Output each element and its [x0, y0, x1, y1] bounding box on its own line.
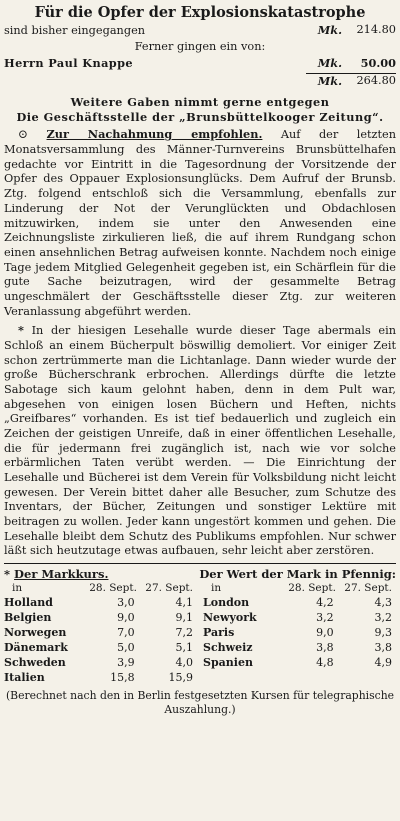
rate-27-sept: 5,1 [175, 640, 193, 654]
rates-left-column [4, 582, 197, 686]
received-row [4, 23, 396, 40]
rate-28-sept: 7,0 [117, 625, 135, 639]
article-title: Zur Nachahmung empfohlen. [46, 127, 263, 142]
donor-row [4, 56, 396, 73]
markkurs-footnote: (Berechnet nach den in Berlin festgesetzten Kursen für telegraphische Auszahlung.) [5, 688, 395, 716]
rate-row [4, 656, 197, 671]
donor-amount: 50.00 [360, 56, 396, 71]
country-name: Italien [4, 670, 45, 684]
article-body: In der hiesigen Lesehalle wurde dieser Tage abermals ein Schloß an einem Bücherpult böswillig demoliert. Vor einiger Zeit schon zertrümmerte man die Lichtanlage. Dann wieder wurde der große Bücherschrank erbrochen. Allerdings dürfte die letzte Sabotage sich kaum gelohnt haben, denn in dem Pult war, abgesehen von einigen losen Büchern und Heften, nichts „Greifbares“ vorhanden. Es ist tief bedauerlich und zugleich ein Zeichen der geistigen Unreife, daß in einer öffentlichen Lesehalle, die für jedermann frei zugänglich ist, nach wie vor solche erbärmlichen Taten verübt werden. — Die Einrichtung der Lesehalle und Bücherei ist dem Verein für Volksbildung nicht leicht gewesen. Der Verein bittet daher alle Besucher, zum Schutze des Inventars, der Bücher, Zeitungen und sonstiger Lektüre mit beitragen zu wollen. Jeder kann ungestört kommen und gehen. Die Lesehalle bleibt dem Schutz des Publikums empfohlen. Nur schwer läßt sich heutzutage etwas aufbauen, sehr leicht aber zerstören. [4, 324, 397, 558]
donor-currency: Mk. [317, 56, 342, 71]
rate-28-sept: 3,0 [117, 595, 135, 609]
rate-27-sept: 7,2 [175, 625, 193, 639]
rate-27-sept: 9,3 [374, 625, 392, 639]
article-marker: ⊙ [18, 127, 29, 142]
rate-27-sept: 9,1 [175, 610, 193, 624]
rate-28-sept: 4,8 [316, 655, 334, 669]
country-name: Newyork [203, 610, 257, 624]
markkurs-title-row [4, 567, 396, 582]
rate-28-sept: 5,0 [117, 640, 135, 654]
received-currency: Mk. [317, 23, 342, 38]
rate-28-sept: 9,0 [316, 625, 334, 639]
received-amount: 214.80 [356, 23, 396, 37]
rate-28-sept: 4,2 [316, 595, 334, 609]
rate-row [203, 611, 396, 626]
country-name: Schweden [4, 655, 66, 669]
more-gifts-line: Weitere Gaben nimmt gerne entgegen [70, 95, 330, 110]
markkurs-marker: * [4, 566, 11, 581]
rate-row [4, 611, 197, 626]
country-name: Paris [203, 625, 235, 639]
rate-row [4, 641, 197, 656]
markkurs-title: Der Markkurs. [14, 566, 109, 581]
rate-row [4, 671, 197, 686]
country-name: Holland [4, 595, 53, 609]
rate-28-sept: 9,0 [117, 610, 135, 624]
rate-28-sept: 15,8 [110, 670, 135, 684]
rate-row [4, 596, 197, 611]
total-currency: Mk. [317, 74, 342, 89]
rate-27-sept: 4,0 [175, 655, 193, 669]
rate-27-sept: 4,1 [175, 595, 193, 609]
rate-27-sept: 4,9 [374, 655, 392, 669]
rate-28-sept: 3,9 [117, 655, 135, 669]
article-body: Auf der letzten Monatsversammlung des Männer-Turnvereins Brunsbüttelhafen gedachte vor Eintritt in die Tagesordnung der Vorsitzende der Opfer des Oppauer Explosionsunglücks. Dem Aufruf der Brunsb. Ztg. folgend entschloß sich die Versammlung, ebenfalls zur Linderung der Not der Verunglückten und Obdachlosen mitzuwirken, indem sie unter den Anwesenden eine Zeichnungsliste zirkulieren ließ, die auf ihrem Rundgang schon einen ansehnlichen Betrag aufweisen konnte. Nachdem noch einige Tage jedem Mitglied Gelegenheit gegeben ist, ein Schärflein für die gute Sache beizutragen, wird der gesammelte Betrag ungeschmälert der Geschäftsstelle dieser Ztg. zur weiteren Veranlassung abgeführt werden. [4, 128, 397, 318]
rate-28-sept: 3,2 [316, 610, 334, 624]
country-name: Belgien [4, 610, 52, 624]
rate-row [203, 641, 396, 656]
markkurs-table [4, 582, 396, 686]
article-recommendation [4, 127, 396, 319]
rate-row [203, 656, 396, 671]
rate-27-sept: 3,8 [374, 640, 392, 654]
country-name: Dänemark [4, 640, 68, 654]
donation-headline: Für die Opfer der Explosionskatastrophe [34, 4, 366, 21]
rate-row [203, 626, 396, 641]
country-name: Schweiz [203, 640, 253, 654]
rate-27-sept: 15,9 [168, 670, 193, 684]
received-label: sind bisher eingegangen [4, 24, 146, 38]
rate-28-sept: 3,8 [316, 640, 334, 654]
total-amount: 264.80 [356, 74, 396, 88]
rate-row [203, 596, 396, 611]
office-line: Die Geschäftsstelle der „Brunsbüttelkooger Zeitung“. [16, 109, 384, 124]
total-row [4, 74, 396, 91]
article-marker: * [18, 323, 24, 338]
rate-27-sept: 3,2 [374, 610, 392, 624]
article-lesehalle [4, 323, 396, 559]
further-label: Ferner gingen ein von: [134, 40, 266, 54]
newspaper-column [4, 0, 396, 717]
rates-header: in 28. Sept. 27. Sept. [12, 581, 193, 594]
country-name: Spanien [203, 655, 253, 669]
rate-row [4, 626, 197, 641]
section-rule [4, 563, 396, 564]
donor-label: Herrn Paul Knappe [4, 56, 133, 71]
country-name: London [203, 595, 250, 609]
country-name: Norwegen [4, 625, 67, 639]
rates-header: in 28. Sept. 27. Sept. [211, 581, 392, 594]
markkurs-subtitle: Der Wert der Mark in Pfennig: [199, 566, 396, 581]
rates-right-column [203, 582, 396, 686]
rate-27-sept: 4,3 [374, 595, 392, 609]
